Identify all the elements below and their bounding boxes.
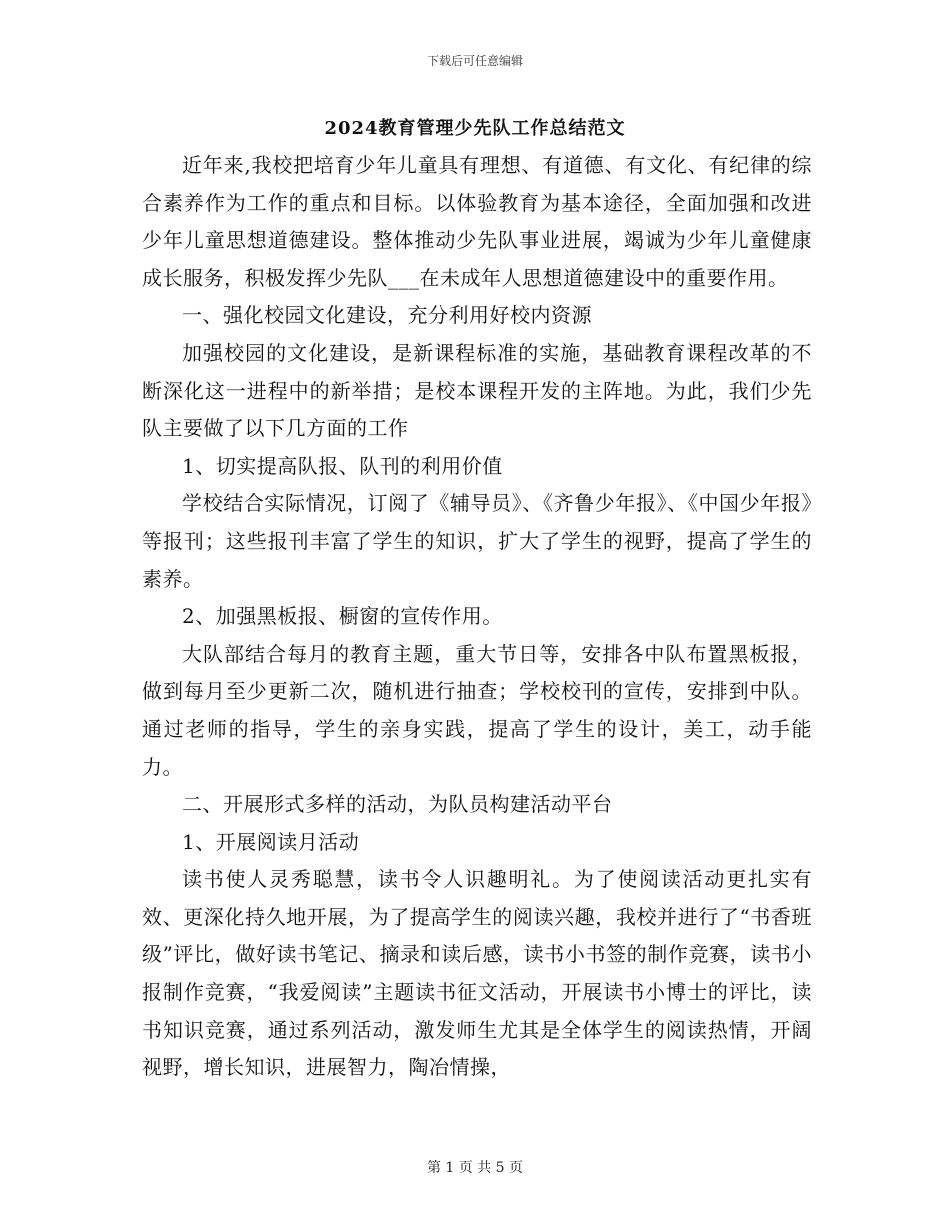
subheading-1-1: 1、切实提高队报、队刊的利用价值 bbox=[182, 453, 503, 478]
paragraph-2-1: 读书使人灵秀聪慧，读书令人识趣明礼。为了使阅读活动更扎实有效、更深化持久地开展，为了提高学生的阅读兴趣，我校并进行了“书香班级”评比，做好读书笔记、摘录和读后感，读书小书签的制作竞赛，读书小报制作竞赛，“我爱阅读”主题读书征文活动，开展读书小博士的评比，读书知识竞赛，通过系列活动，激发师生尤其是全体学生的阅读热情，开阔视野，增长知识，进展智力，陶冶情操， bbox=[142, 867, 812, 1080]
heading-section-2: 二、开展形式多样的活动，为队员构建活动平台 bbox=[182, 792, 613, 817]
page-number-footer: 第 1 页 共 5 页 bbox=[426, 1160, 524, 1176]
paragraph-intro: 近年来,我校把培育少年儿童具有理想、有道德、有文化、有纪律的综合素养作为工作的重点和目标。以体验教育为基本途径，全面加强和改进少年儿童思想道德建设。整体推动少先队事业进展，竭诚为少年儿童健康成长服务，积极发挥少先队___在未成年人思想道德建设中的重要作用。 bbox=[142, 153, 812, 290]
header-note: 下载后可任意编辑 bbox=[426, 54, 523, 68]
subheading-1-2: 2、加强黑板报、橱窗的宣传作用。 bbox=[182, 604, 503, 629]
document-body bbox=[142, 147, 812, 1087]
document-title: 2024教育管理少先队工作总结范文 bbox=[324, 118, 626, 139]
paragraph-section-1: 加强校园的文化建设，是新课程标准的实施，基础教育课程改革的不断深化这一进程中的新举措；是校本课程开发的主阵地。为此，我们少先队主要做了以下几方面的工作 bbox=[142, 340, 812, 441]
heading-section-1: 一、强化校园文化建设，充分利用好校内资源 bbox=[182, 303, 592, 328]
subheading-2-1: 1、开展阅读月活动 bbox=[182, 829, 360, 854]
paragraph-1-2: 大队部结合每月的教育主题，重大节日等，安排各中队布置黑板报，做到每月至少更新二次，随机进行抽查；学校校刊的宣传，安排到中队。通过老师的指导，学生的亲身实践，提高了学生的设计，美工，动手能力。 bbox=[142, 641, 812, 779]
paragraph-1-1: 学校结合实际情况，订阅了《辅导员》、《齐鲁少年报》、《中国少年报》等报刊；这些报刊丰富了学生的知识，扩大了学生的视野，提高了学生的素养。 bbox=[142, 491, 812, 591]
